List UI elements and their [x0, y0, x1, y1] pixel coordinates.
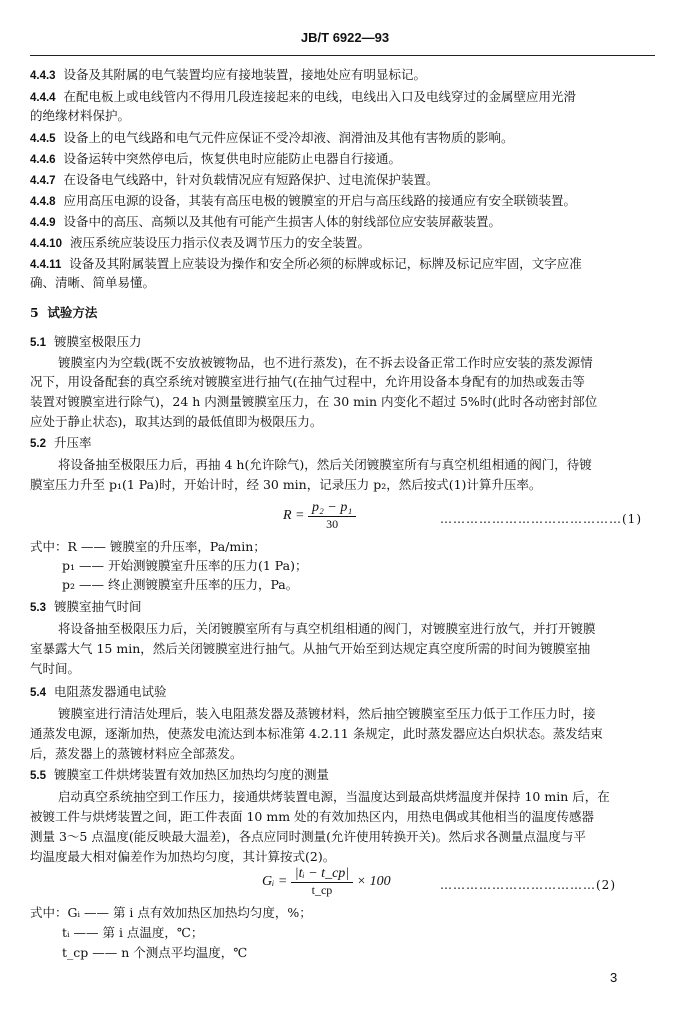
- formula-2-where: 式中：Gᵢ —— 第 i 点有效加热区加热均匀度，%；: [30, 905, 312, 920]
- page-number: 3: [610, 970, 618, 985]
- clause-5-3-para: 将设备抽至极限压力后，关闭镀膜室所有与真空机组相通的阀门，对镀膜室进行放气，并打开镀膜: [58, 621, 596, 636]
- clause-4-4-7: 4.4.7 在设备电气线路中，针对负载情况应有短路保护、过电流保护装置。: [30, 172, 439, 187]
- formula-1-where: p₂ —— 终止测镀膜室升压率的压力，Pa。: [62, 577, 299, 592]
- clause-4-4-8: 4.4.8 应用高压电源的设备，其装有高压电极的镀膜室的开启与高压线路的接通应有安全联锁装置。: [30, 193, 577, 208]
- equation-number-2: ………………………………(2): [440, 878, 616, 892]
- formula-1-where: p₁ —— 开始测镀膜室升压率的压力(1 Pa)；: [62, 558, 308, 573]
- clause-4-4-4: 4.4.4 在配电板上或电线管内不得用几段连接起来的电线，电线出入口及电线穿过的金属壁应用光滑: [30, 89, 577, 104]
- clause-4-4-9: 4.4.9 设备中的高压、高频以及其他有可能产生损害人体的射线部位应安装屏蔽装置。: [30, 214, 502, 229]
- formula-1-lhs: R =: [283, 508, 305, 524]
- clause-5-1-para: 镀膜室内为空载(既不安放被镀物品，也不进行蒸发)，在不拆去设备正常工作时应安装的蒸发源情: [58, 355, 593, 370]
- clause-5-5-heading: 5.5 镀膜室工件烘烤装置有效加热区加热均匀度的测量: [30, 767, 329, 782]
- clause-5-1-heading: 5.1 镀膜室极限压力: [30, 334, 142, 349]
- clause-5-3-para: 气时间。: [30, 661, 81, 676]
- clause-5-2-para: 将设备抽至极限压力后，再抽 4 h(允许除气)，然后关闭镀膜室所有与真空机组相通的阀门，待镀: [58, 457, 592, 472]
- clause-4-4-4-cont: 的绝缘材料保护。: [30, 108, 131, 123]
- clause-4-4-5: 4.4.5 设备上的电气线路和电气元件应保证不受冷却液、润滑油及其他有害物质的影响。: [30, 130, 514, 145]
- clause-5-5-para: 被镀工件与烘烤装置之间，距工件表面 10 mm 处的有效加热区内，用热电偶或其他相当的温度传感器: [30, 809, 595, 824]
- clause-4-4-10: 4.4.10 液压系统应装设压力指示仪表及调节压力的安全装置。: [30, 235, 370, 250]
- equation-number-1: ……………………………………(1): [440, 512, 642, 526]
- formula-1-denominator: 30: [326, 517, 339, 531]
- clause-5-4-para: 镀膜室进行清洁处理后，装入电阻蒸发器及蒸镀材料，然后抽空镀膜室至压力低于工作压力时，接: [58, 706, 596, 721]
- clause-5-2-heading: 5.2 升压率: [30, 435, 92, 450]
- formula-1-where: 式中：R —— 镀膜室的升压率，Pa/min；: [30, 539, 266, 554]
- formula-2-fraction: [291, 866, 353, 898]
- clause-4-4-11-cont: 确、清晰、简单易懂。: [30, 275, 156, 290]
- formula-1-numerator: p₂ − p₁: [308, 500, 356, 517]
- clause-5-4-heading: 5.4 电阻蒸发器通电试验: [30, 684, 167, 699]
- clause-4-4-6: 4.4.6 设备运转中突然停电后，恢复供电时应能防止电器自行接通。: [30, 151, 402, 166]
- clause-4-4-3: 4.4.3 设备及其附属的电气装置均应有接地装置，接地处应有明显标记。: [30, 67, 427, 82]
- clause-5-1-para: 应处于静止状态)，取其达到的最低值即为极限压力。: [30, 414, 323, 429]
- clause-5-3-heading: 5.3 镀膜室抽气时间: [30, 599, 142, 614]
- formula-2-denominator: t_cp: [311, 883, 333, 897]
- formula-2: [262, 866, 391, 898]
- clause-5-2-para: 膜室压力升至 p₁(1 Pa)时，开始计时，经 30 min，记录压力 p₂，然后按式(1)计算升压率。: [30, 477, 542, 492]
- header-rule: [30, 55, 655, 56]
- formula-1-fraction: [308, 500, 356, 532]
- clause-5-4-para: 后，蒸发器上的蒸镀材料应全部蒸发。: [30, 746, 243, 761]
- formula-2-lhs: Gᵢ =: [262, 874, 288, 890]
- formula-2-numerator: |tᵢ − t_cp|: [291, 866, 353, 883]
- clause-4-4-11: 4.4.11 设备及其附属装置上应装设为操作和安全所必须的标牌或标记，标牌及标记应牢固，文字应准: [30, 256, 582, 271]
- clause-5-4-para: 通蒸发电源，逐渐加热，使蒸发电流达到本标准第 4.2.11 条规定，此时蒸发器应达白炽状态。蒸发结束: [30, 726, 603, 741]
- clause-5-3-para: 室暴露大气 15 min，然后关闭镀膜室进行抽气。从抽气开始至到达规定真空度所需的时间为镀膜室抽: [30, 641, 591, 656]
- section-5-heading: 5 试验方法: [30, 305, 98, 320]
- formula-2-where: tᵢ —— 第 i 点温度，℃；: [62, 925, 204, 940]
- clause-5-5-para: 测量 3～5 点温度(能反映最大温差)，各点应同时测量(允许使用转换开关)。然后求各测量点温度与平: [30, 829, 586, 844]
- standard-header: JB/T 6922—93: [300, 30, 390, 45]
- formula-1: [283, 500, 356, 532]
- clause-5-1-para: 装置对镀膜室进行除气)，24 h 内测量镀膜室压力，在 30 min 内变化不超过 5%时(此时各动密封部位: [30, 394, 598, 409]
- clause-5-5-para: 均温度最大相对偏差作为加热均匀度，其计算按式(2)。: [30, 849, 336, 864]
- clause-5-1-para: 况下，用设备配套的真空系统对镀膜室进行抽气(在抽气过程中，允许用设备本身配有的加热或轰击等: [30, 374, 585, 389]
- formula-2-tail: × 100: [356, 874, 391, 890]
- formula-2-where: t_cp —— n 个测点平均温度，℃: [62, 945, 248, 960]
- clause-5-5-para: 启动真空系统抽空到工作压力，接通烘烤装置电源，当温度达到最高烘烤温度并保持 10 min 后，在: [58, 789, 610, 804]
